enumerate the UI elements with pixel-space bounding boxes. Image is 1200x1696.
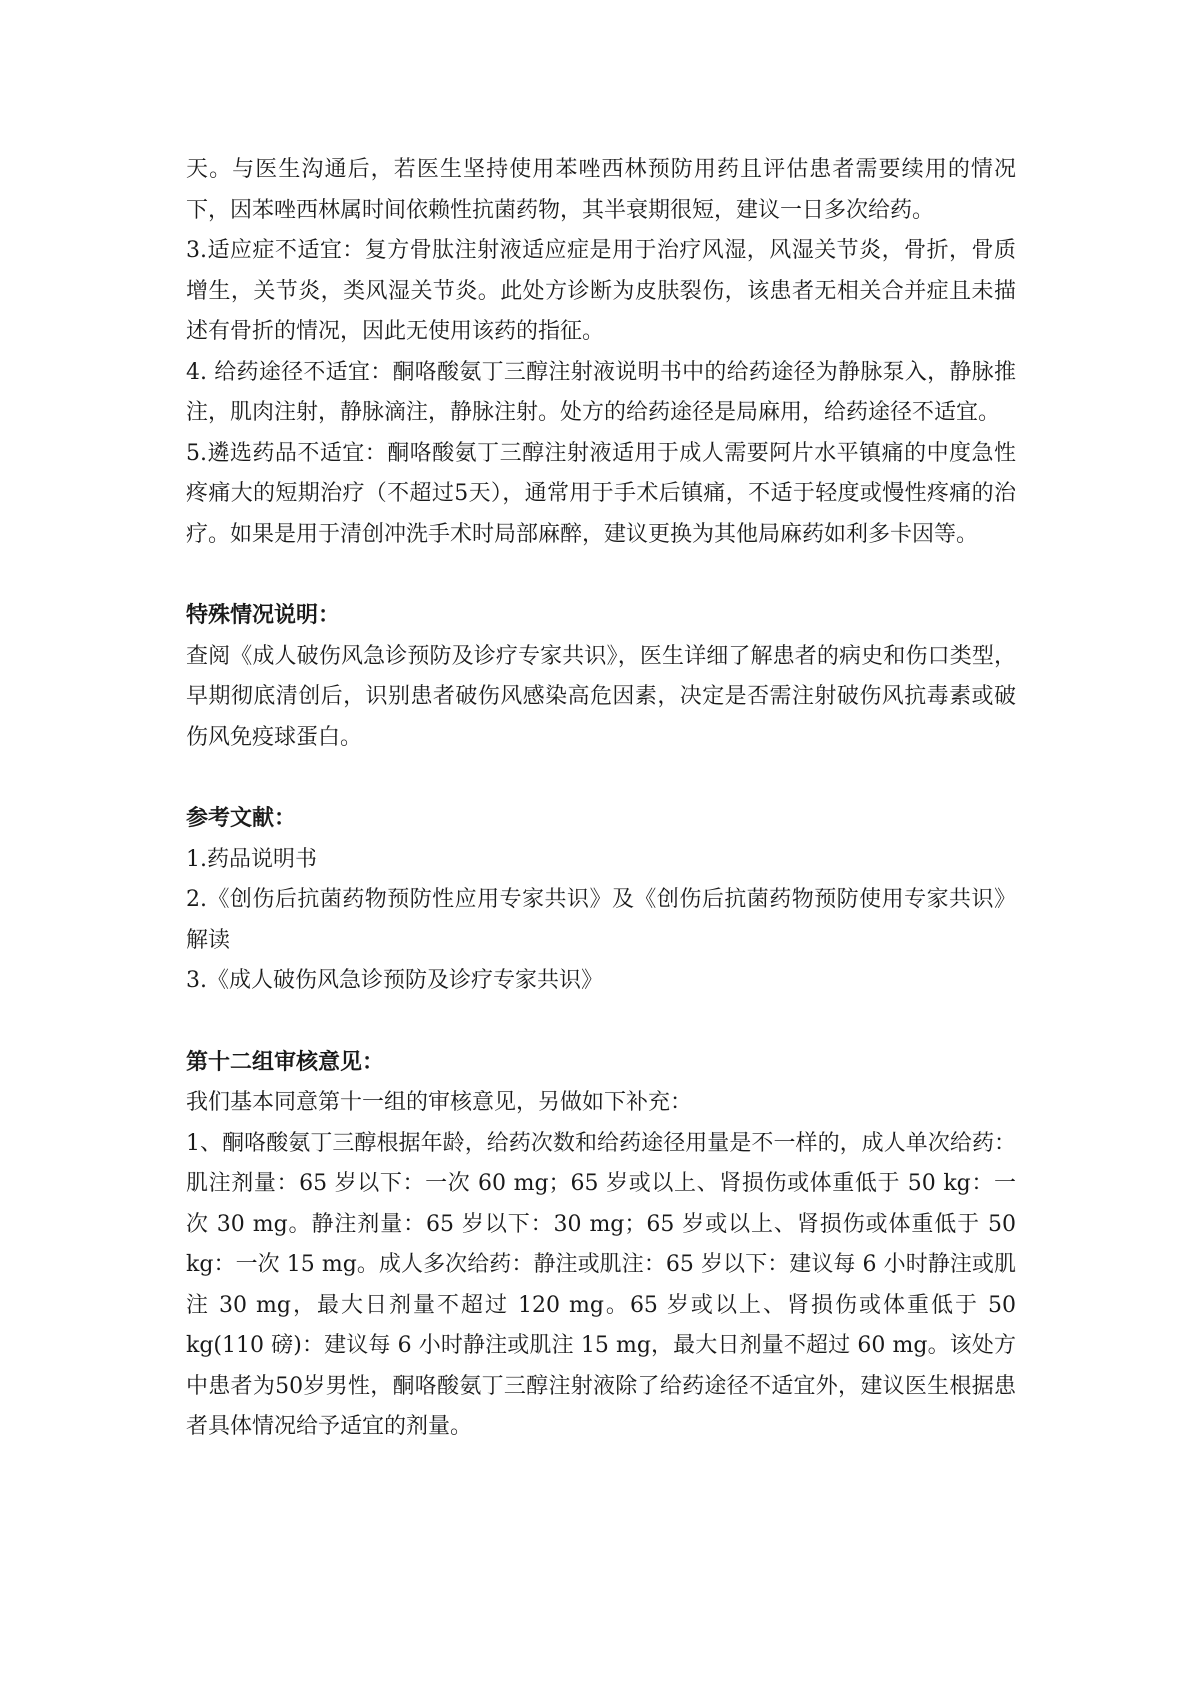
reference-item: 2.《创伤后抗菌药物预防性应用专家共识》及《创伤后抗菌药物预防使用专家共识》解读	[186, 887, 1016, 953]
reference-item: 1.药品说明书	[186, 846, 317, 872]
review-intro: 我们基本同意第十一组的审核意见，另做如下补充：	[186, 1090, 693, 1115]
list-item: 5.遴选药品不适宜：酮咯酸氨丁三醇注射液适用于成人需要阿片水平镇痛的中度急性疼痛大的短期治疗（不超过5天），通常用于手术后镇痛，不适于轻度或慢性疼痛的治疗。如果是用于清创冲洗手术时局部麻醉，建议更换为其他局麻药如利多卡因等。	[186, 440, 1016, 547]
special-body: 查阅《成人破伤风急诊预防及诊疗专家共识》，医生详细了解患者的病史和伤口类型，早期彻底清创后，识别患者破伤风感染高危因素，决定是否需注射破伤风抗毒素或破伤风免疫球蛋白。	[186, 643, 1016, 750]
section-spacer	[186, 555, 1016, 596]
continuation-paragraph: 天。与医生沟通后，若医生坚持使用苯唑西林预防用药且评估患者需要续用的情况下，因苯唑西林属时间依赖性抗菌药物，其半衰期很短，建议一日多次给药。	[186, 157, 1016, 223]
document-page	[186, 150, 1016, 1448]
list-item: 3.适应症不适宜：复方骨肽注射液适应症是用于治疗风湿，风湿关节炎，骨折，骨质增生，关节炎，类风湿关节炎。此处方诊断为皮肤裂伤，该患者无相关合并症且未描述有骨折的情况，因此无使用该药的指征。	[186, 238, 1016, 344]
section-spacer	[186, 1002, 1016, 1043]
reference-item: 3.《成人破伤风急诊预防及诊疗专家共识》	[186, 968, 603, 993]
references-heading: 参考文献：	[186, 806, 297, 831]
review-heading: 第十二组审核意见：	[186, 1049, 385, 1075]
list-item: 4. 给药途径不适宜：酮咯酸氨丁三醇注射液说明书中的给药途径为静脉泵入，静脉推注，肌肉注射，静脉滴注，静脉注射。处方的给药途径是局麻用，给药途径不适宜。	[186, 359, 1016, 425]
review-body: 1、酮咯酸氨丁三醇根据年龄，给药次数和给药途径用量是不一样的，成人单次给药： 肌注剂量：65 岁以下：一次 60 mg；65 岁或以上、肾损伤或体重低于 50 kg：一次 30 mg。静注剂量：65 岁以下：30 mg；65 岁或以上、肾损伤或体重低于 50 kg：一次 15 mg。成人多次给药：静注或肌注：65 岁以下：建议每 6 小时静注或肌注 30 mg，最大日剂量不超过 120 mg。65 岁或以上、肾损伤或体重低于 50 kg(110 磅)：建议每 6 小时静注或肌注 15 mg，最大日剂量不超过 60 mg。该处方中患者为50岁男性，酮咯酸氨丁三醇注射液除了给药途径不适宜外，建议医生根据患者具体情况给予适宜的剂量。	[186, 1130, 1016, 1439]
section-spacer	[186, 758, 1016, 799]
special-heading: 特殊情况说明：	[186, 603, 341, 628]
